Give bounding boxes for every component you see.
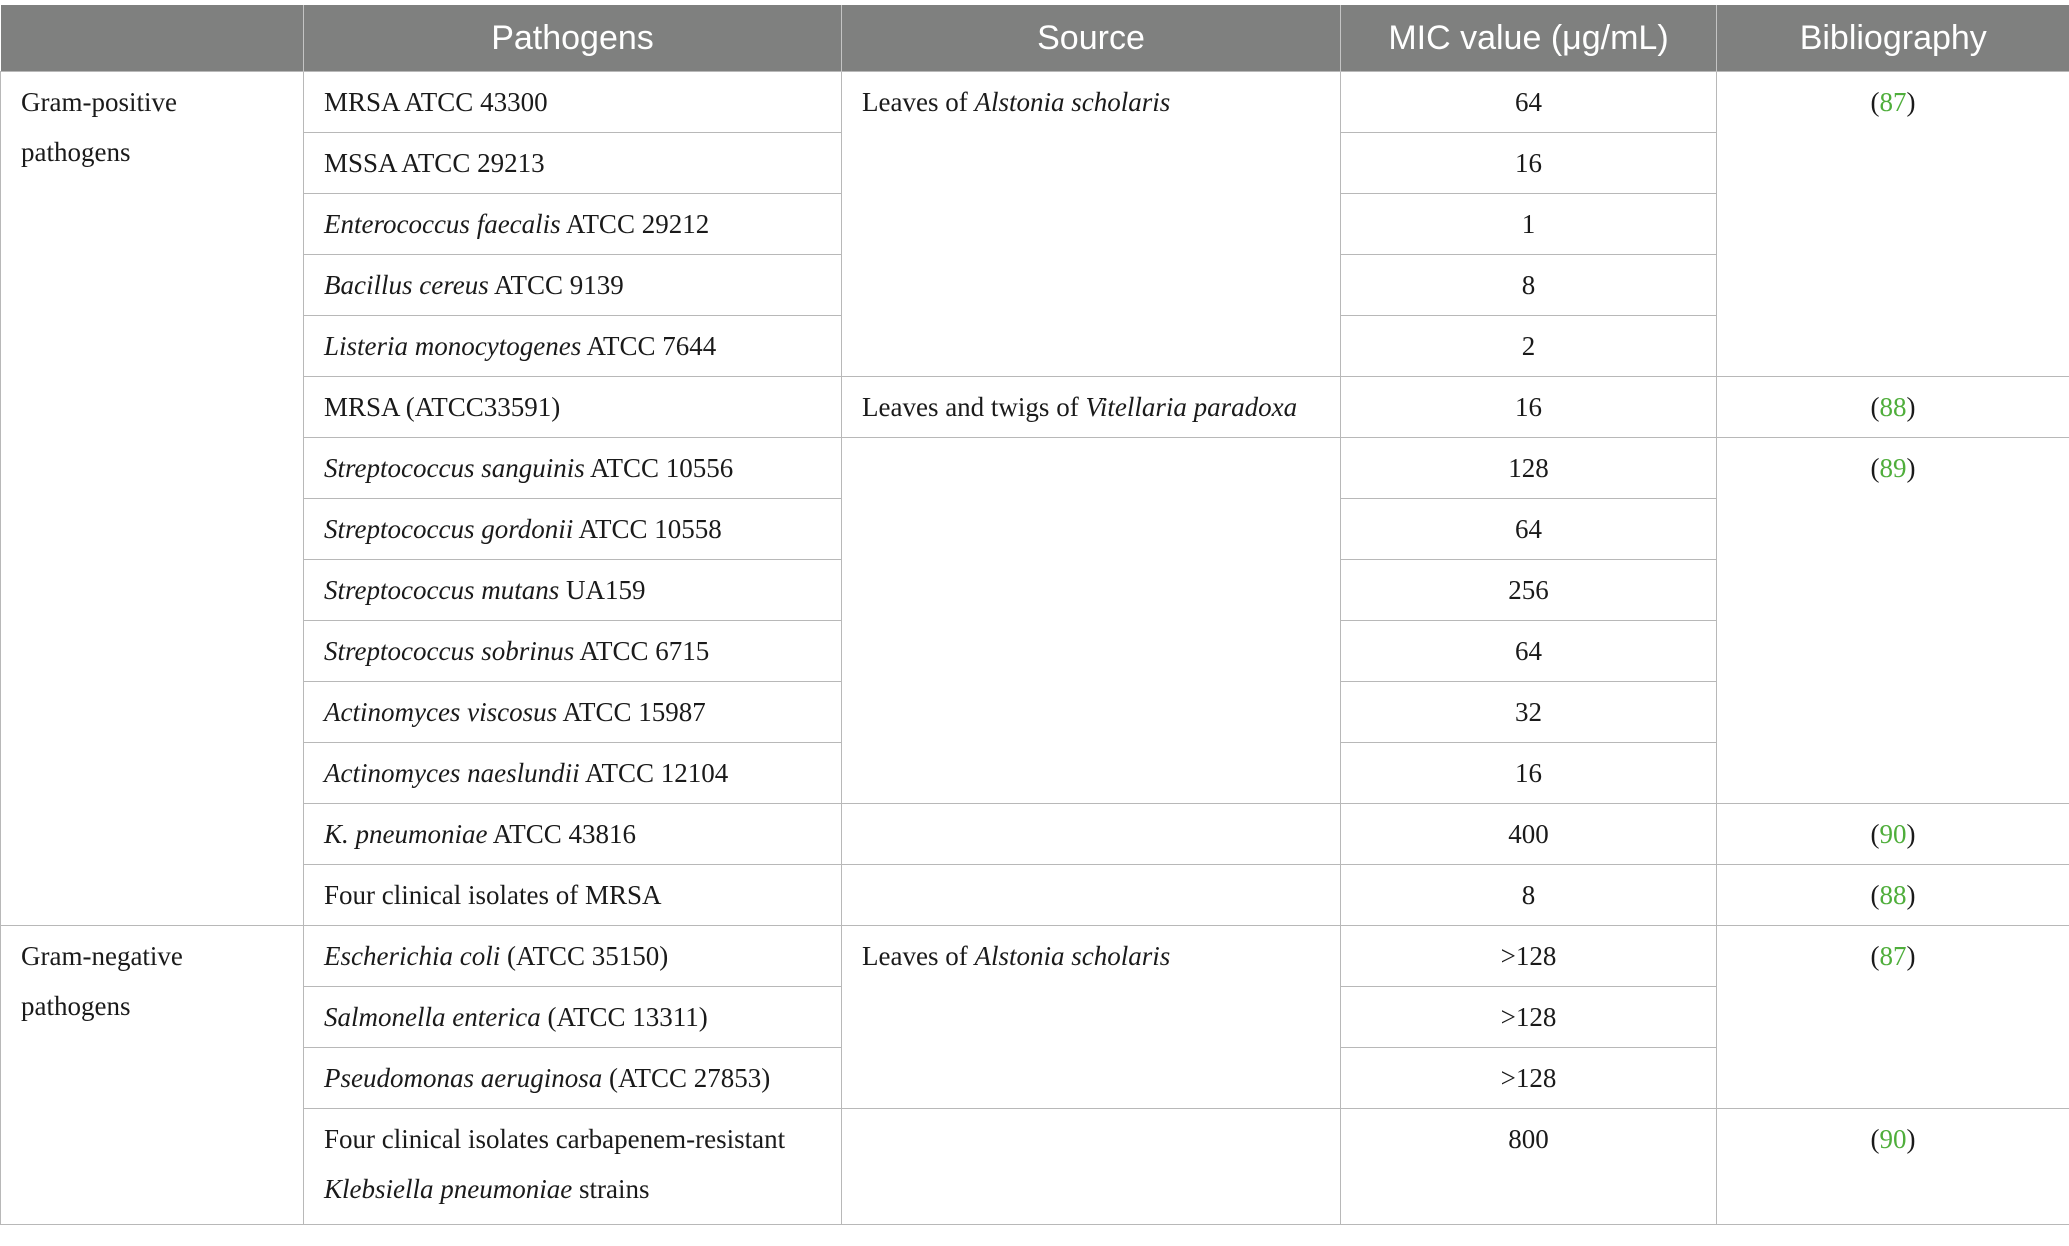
ref-link[interactable]: 88: [1879, 392, 1907, 422]
source-cell: Leaves and twigs of Vitellaria paradoxa: [842, 377, 1341, 438]
ref-link[interactable]: 90: [1879, 819, 1907, 849]
pathogen-cell: MSSA ATCC 29213: [304, 133, 842, 194]
ref-link[interactable]: 87: [1879, 87, 1907, 117]
mic-cell: 32: [1341, 682, 1717, 743]
source-cell-empty: [842, 804, 1341, 865]
ref-link[interactable]: 88: [1879, 880, 1907, 910]
source-cell: Leaves of Alstonia scholaris: [842, 926, 1341, 1109]
pathogen-cell: Listeria monocytogenes ATCC 7644: [304, 316, 842, 377]
header-row: [1, 5, 2069, 72]
mic-cell: 256: [1341, 560, 1717, 621]
bibliography-cell: (90): [1717, 1109, 2069, 1225]
bibliography-cell: (90): [1717, 804, 2069, 865]
mic-cell: 16: [1341, 377, 1717, 438]
pathogen-cell: Actinomyces naeslundii ATCC 12104: [304, 743, 842, 804]
source-cell-empty: [842, 865, 1341, 926]
group-gram-negative: Gram-negative pathogens: [1, 926, 304, 1225]
mic-cell: 64: [1341, 72, 1717, 133]
ref-link[interactable]: 89: [1879, 453, 1907, 483]
ref-link[interactable]: 87: [1879, 941, 1907, 971]
header-mic: MIC value (μg/mL): [1341, 5, 1717, 72]
pathogen-cell: Salmonella enterica (ATCC 13311): [304, 987, 842, 1048]
pathogen-cell: Enterococcus faecalis ATCC 29212: [304, 194, 842, 255]
header-group: [1, 5, 304, 72]
mic-cell: 128: [1341, 438, 1717, 499]
bibliography-cell: (89): [1717, 438, 2069, 804]
header-bibliography: Bibliography: [1717, 5, 2069, 72]
source-cell: [842, 72, 1341, 377]
source-cell-empty: [842, 438, 1341, 804]
table-row: [1, 72, 2069, 133]
bibliography-cell: (88): [1717, 865, 2069, 926]
pathogen-cell: Escherichia coli (ATCC 35150): [304, 926, 842, 987]
mic-cell: >128: [1341, 926, 1717, 987]
source-cell-empty: [842, 1109, 1341, 1225]
pathogen-cell: Streptococcus sanguinis ATCC 10556: [304, 438, 842, 499]
table-row: [1, 377, 2069, 438]
pathogen-cell: Four clinical isolates carbapenem-resistant Klebsiella pneumoniae strains: [304, 1109, 842, 1225]
pathogen-cell: Streptococcus mutans UA159: [304, 560, 842, 621]
pathogen-cell: MRSA (ATCC33591): [304, 377, 842, 438]
mic-cell: 8: [1341, 865, 1717, 926]
mic-cell: 16: [1341, 743, 1717, 804]
table-row: [1, 804, 2069, 865]
mic-cell: >128: [1341, 987, 1717, 1048]
ref-link[interactable]: 90: [1879, 1124, 1907, 1154]
header-source: Source: [842, 5, 1341, 72]
table-row: [1, 1109, 2069, 1225]
bibliography-cell: (87): [1717, 926, 2069, 1109]
mic-cell: 8: [1341, 255, 1717, 316]
header-pathogens: Pathogens: [304, 5, 842, 72]
table-row: [1, 926, 2069, 987]
pathogen-cell: Bacillus cereus ATCC 9139: [304, 255, 842, 316]
mic-cell: 800: [1341, 1109, 1717, 1225]
pathogen-cell: Actinomyces viscosus ATCC 15987: [304, 682, 842, 743]
mic-cell: 16: [1341, 133, 1717, 194]
group-gram-positive: Gram-positive pathogens: [1, 72, 304, 926]
table-row: [1, 865, 2069, 926]
mic-cell: 2: [1341, 316, 1717, 377]
pathogen-cell: Streptococcus sobrinus ATCC 6715: [304, 621, 842, 682]
pathogen-cell: Streptococcus gordonii ATCC 10558: [304, 499, 842, 560]
pathogen-cell: MRSA ATCC 43300: [304, 72, 842, 133]
source-species: Alstonia scholaris: [974, 87, 1171, 117]
mic-cell: 64: [1341, 499, 1717, 560]
pathogen-cell: Four clinical isolates of MRSA: [304, 865, 842, 926]
bibliography-cell: (88): [1717, 377, 2069, 438]
table-row: [1, 438, 2069, 499]
mic-cell: 64: [1341, 621, 1717, 682]
pathogen-cell: K. pneumoniae ATCC 43816: [304, 804, 842, 865]
mic-cell: 1: [1341, 194, 1717, 255]
pathogen-cell: Pseudomonas aeruginosa (ATCC 27853): [304, 1048, 842, 1109]
bibliography-cell: (87): [1717, 72, 2069, 377]
mic-cell: >128: [1341, 1048, 1717, 1109]
mic-table: [0, 5, 2069, 1225]
mic-cell: 400: [1341, 804, 1717, 865]
source-prefix: Leaves of: [862, 87, 975, 117]
